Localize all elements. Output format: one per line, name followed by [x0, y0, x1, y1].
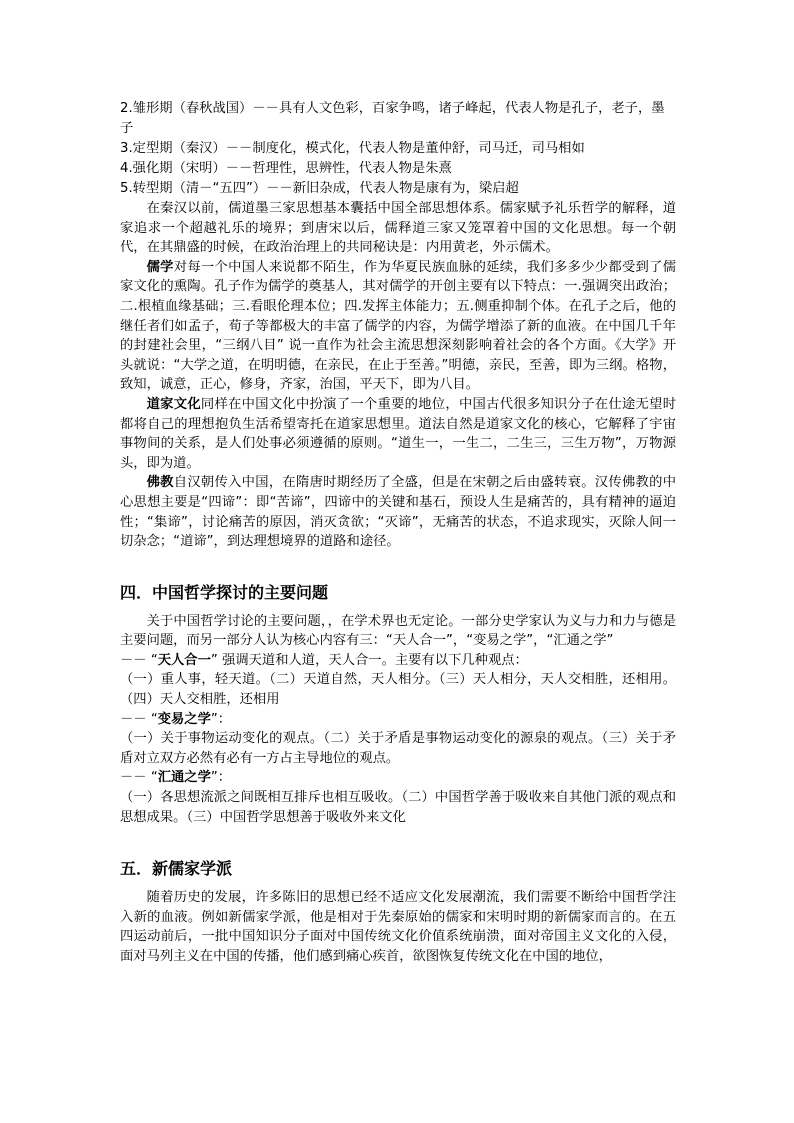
period-item-3: 3.定型期（秦汉）－－制度化，模式化，代表人物是董仲舒，司马迁，司马相如 [120, 141, 585, 156]
bianyi-points: （一）关于事物运动变化的观点。（二）关于矛盾是事物运动变化的源泉的观点。（三）关于矛盾对立双方必然有必有一方占主导地位的观点。 [120, 731, 676, 766]
section-5-heading: 五．新儒家学派 [120, 859, 233, 879]
confucianism-text: 对每一个中国人来说都不陌生，作为华夏民族血脉的延续，我们多多少少都受到了儒家文化的熏陶。孔子作为儒学的奠基人，其对儒学的开创主要有以下特点：一.强调突出政治；二.根植血缘基础；三.看眼伦理本位；四.发挥主体能力；五.侧重抑制个体。在孔子之后，他的继任者们如孟子，荀子等都极大的丰富了儒学的内容，为儒学增添了新的血液。在中国几千年的封建社会里，“三纲八目” 说一直作为社会主流思想深刻影响着社会的各个方面。《大学》开头就说：“大学之道，在明明德，在亲民，在止于至善。”明德，亲民，至善，即为三纲。格物，致知，诚意，正心，修身，齐家，治国，平天下，即为八目。 [120, 259, 677, 393]
term-tianren: 天人合一 [157, 652, 211, 668]
huitong-points: （一）各思想流派之间既相互排斥也相互吸收。（二）中国哲学善于吸收来自其他门派的观点和思想成果。（三）中国哲学思想善于吸收外来文化 [120, 790, 676, 825]
period-item-2: 2.雏形期（春秋战国）－－具有人文色彩，百家争鸣，诸子峰起，代表人物是孔子，老子，墨子 [120, 101, 665, 136]
section-4-intro: 关于中国哲学讨论的主要问题，，在学术界也无定论。一部分史学家认为义与力和力与德是主要问题，而另一部分人认为核心内容有三：“天人合一”，“变易之学”，“汇通之学” [120, 613, 676, 649]
term-huitong: 汇通之学 [157, 770, 211, 786]
paragraph-taoism [120, 395, 676, 473]
paragraph-confucianism [120, 258, 676, 395]
section-4-heading: 四．中国哲学探讨的主要问题 [120, 582, 329, 602]
buddhism-text: 自汉朝传入中国，在隋唐时期经历了全盛，但是在宋朝之后由盛转衰。汉传佛教的中心思想主要是“四谛”：即“苦谛”，四谛中的关键和基石，预设人生是痛苦的，具有精神的逼迫性；“集谛”，讨论痛苦的原因，消灭贪欲；“灭谛”，无痛苦的状态，不追求现实，灭除人间一切杂念；“道谛”，到达理想境界的道路和途径。 [120, 475, 677, 550]
term-taoism: 道家文化 [146, 396, 201, 412]
term-buddhism: 佛教 [146, 475, 174, 491]
topic-tianren-suffix: ” 强调天道和人道，天人合一。主要有以下几种观点： [210, 652, 528, 668]
topic-huitong-prefix: －－ “ [120, 770, 158, 786]
topic-bianyi [120, 710, 676, 730]
period-item-5: 5.转型期（清－“五四”）－－新旧杂成，代表人物是康有为，梁启超 [120, 181, 519, 196]
topic-tianren-prefix: －－ “ [120, 652, 158, 668]
topic-huitong [120, 768, 676, 788]
term-bianyi: 变易之学 [157, 711, 211, 727]
taoism-text: 同样在中国文化中扮演了一个重要的地位，中国古代很多知识分子在仕途无望时都将自己的理想抱负生活希望寄托在道家思想里。道法自然是道家文化的核心，它解释了宇宙事物间的关系，是人们处事必须遵循的原则。“道生一，一生二，二生三，三生万物”，万物源头，即为道。 [120, 396, 676, 471]
paragraph-buddhism [120, 473, 676, 551]
paragraph-qinhan: 在秦汉以前，儒道墨三家思想基本囊括中国全部思想体系。儒家赋予礼乐哲学的解释，道家追求一个超越礼乐的境界；到唐宋以后，儒释道三家又笼罩着中国的文化思想。每一个朝代，在其鼎盛的时候，在政治治理上的共同秘诀是：内用黄老，外示儒术。 [120, 201, 676, 256]
topic-tianren [120, 651, 676, 671]
tianren-points: （一）重人事，轻天道。（二）天道自然，天人相分。（三）天人相分，天人交相胜，还相用。（四）天人交相胜，还相用 [120, 672, 676, 708]
topic-bianyi-prefix: －－ “ [120, 711, 158, 727]
topic-huitong-suffix: ”： [210, 770, 232, 786]
term-confucianism: 儒学 [146, 259, 174, 275]
document-page [120, 99, 676, 967]
period-item-4: 4.强化期（宋明）－－哲理性，思辨性，代表人物是朱熹 [120, 161, 452, 176]
section-5-paragraph: 随着历史的发展，许多陈旧的思想已经不适应文化发展潮流，我们需要不断给中国哲学注入新的血液。例如新儒家学派，他是相对于先秦原始的儒家和宋明时期的新儒家而言的。在五四运动前后，一批中国知识分子面对中国传统文化价值系统崩溃，面对帝国主义文化的入侵，面对马列主义在中国的传播，他们感到痛心疾首，欲图恢复传统文化在中国的地位， [120, 890, 676, 964]
topic-bianyi-suffix: ”： [210, 711, 232, 727]
